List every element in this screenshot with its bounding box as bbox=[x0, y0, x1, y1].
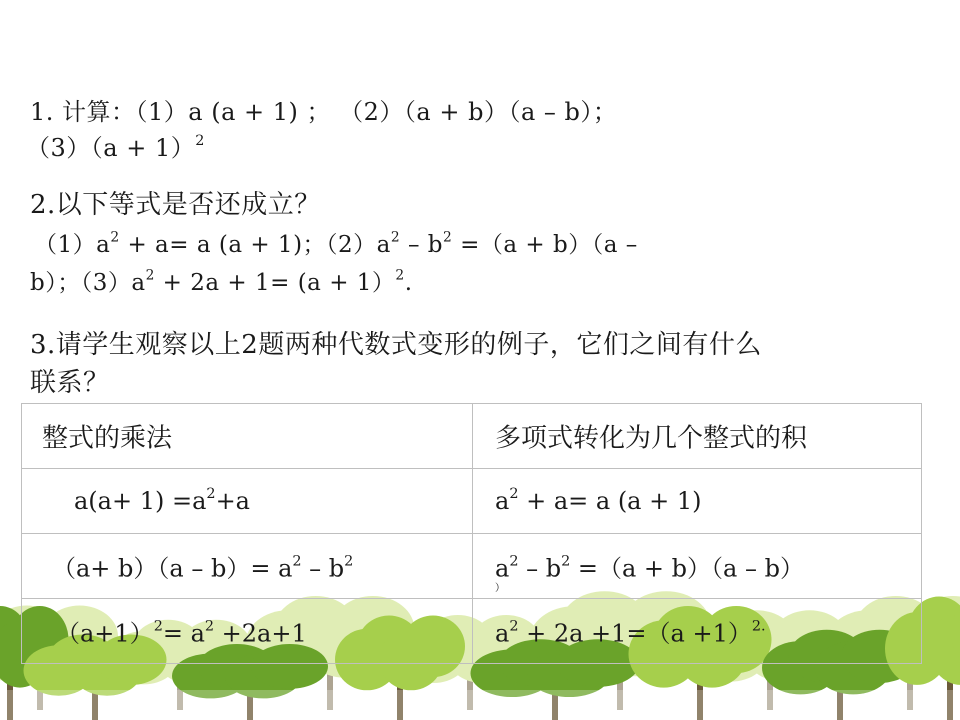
expr-exp: 2 bbox=[561, 553, 571, 570]
q2-l1-exp: 2 bbox=[390, 229, 401, 246]
q2-l2-exp: 2 bbox=[145, 267, 155, 284]
q2-l1-part: + a= a (a + 1)；（2）a bbox=[119, 232, 391, 258]
expr-part: +a bbox=[215, 487, 250, 515]
expr-part: +2a+1 bbox=[214, 619, 307, 648]
expr-part: + a= a (a + 1) bbox=[518, 487, 702, 515]
table-row bbox=[22, 469, 922, 534]
expression bbox=[495, 614, 766, 649]
expr-part: + 2a +1=（a +1） bbox=[518, 619, 752, 648]
q2-l1-exp: 2 bbox=[110, 229, 120, 246]
question-2-line-1 bbox=[34, 230, 638, 260]
q2-l1-part: – b bbox=[400, 232, 444, 258]
q2-l1-part: （1）a bbox=[34, 232, 111, 258]
q2-l2-part: . bbox=[404, 270, 413, 296]
question-3-line-1: 3.请学生观察以上2题两种代数式变形的例子，它们之间有什么 bbox=[30, 330, 762, 360]
table-cell-left bbox=[22, 534, 473, 599]
expression bbox=[495, 549, 804, 584]
q2-l1-part: =（a + b）（a – bbox=[452, 232, 638, 258]
table-row bbox=[22, 599, 922, 664]
expr-exp: 2 bbox=[509, 618, 519, 635]
expression bbox=[52, 549, 353, 584]
stray-mark: ） bbox=[495, 583, 505, 594]
question-2-title: 2.以下等式是否还成立？ bbox=[30, 190, 321, 220]
q1-line2-text: （3）（a + 1） bbox=[26, 134, 196, 162]
expression bbox=[56, 614, 307, 649]
table-header-row bbox=[22, 404, 922, 469]
expr-part: – b bbox=[518, 554, 562, 583]
expression bbox=[74, 487, 250, 515]
expr-part: a bbox=[495, 487, 510, 515]
q1-line2-exponent: 2 bbox=[195, 133, 205, 150]
header-label: 多项式转化为几个整式的积 bbox=[495, 423, 808, 454]
expr-part: a(a+ 1) =a bbox=[74, 487, 207, 515]
expr-exp: 2 bbox=[206, 486, 216, 503]
expr-exp: 2 bbox=[204, 618, 215, 635]
q2-l1-exp: 2 bbox=[443, 229, 453, 246]
table-row bbox=[22, 534, 922, 599]
question-1-line-1: 1. 计算：（1）a (a + 1) ； （2）（a + b）（a – b）； bbox=[30, 98, 618, 126]
expr-part: a bbox=[495, 554, 510, 583]
expr-exp: 2 bbox=[509, 486, 519, 503]
expr-exp: 2 bbox=[153, 618, 163, 635]
comparison-table bbox=[21, 403, 922, 664]
expr-exp: 2 bbox=[292, 553, 302, 570]
expr-part: = a bbox=[162, 619, 205, 648]
table-cell-left bbox=[22, 469, 473, 534]
table-cell-right bbox=[473, 469, 922, 534]
q2-l2-exp: 2 bbox=[395, 267, 405, 284]
expr-exp: 2 bbox=[344, 553, 354, 570]
table-cell-right bbox=[473, 534, 922, 599]
header-cell-factorization bbox=[473, 404, 922, 469]
expr-exp: 2 bbox=[509, 553, 519, 570]
expr-part: a bbox=[495, 619, 510, 648]
expr-part: =（a + b）（a – b） bbox=[570, 554, 804, 583]
question-1-line-2 bbox=[26, 133, 205, 163]
question-3-line-2: 联系？ bbox=[30, 368, 110, 398]
expr-exp: 2. bbox=[751, 618, 766, 635]
q2-l2-part: + 2a + 1= (a + 1） bbox=[154, 270, 396, 296]
expr-part: （a+ b）（a – b）= a bbox=[52, 554, 293, 583]
question-2-line-2 bbox=[30, 268, 413, 298]
expr-part: – b bbox=[301, 554, 345, 583]
expression bbox=[495, 487, 702, 515]
q2-l2-part: b）；（3）a bbox=[30, 270, 146, 296]
header-label: 整式的乘法 bbox=[42, 423, 173, 454]
table-cell-right bbox=[473, 599, 922, 664]
table-cell-left bbox=[22, 599, 473, 664]
expr-part: （a+1） bbox=[56, 619, 154, 648]
header-cell-multiplication bbox=[22, 404, 473, 469]
